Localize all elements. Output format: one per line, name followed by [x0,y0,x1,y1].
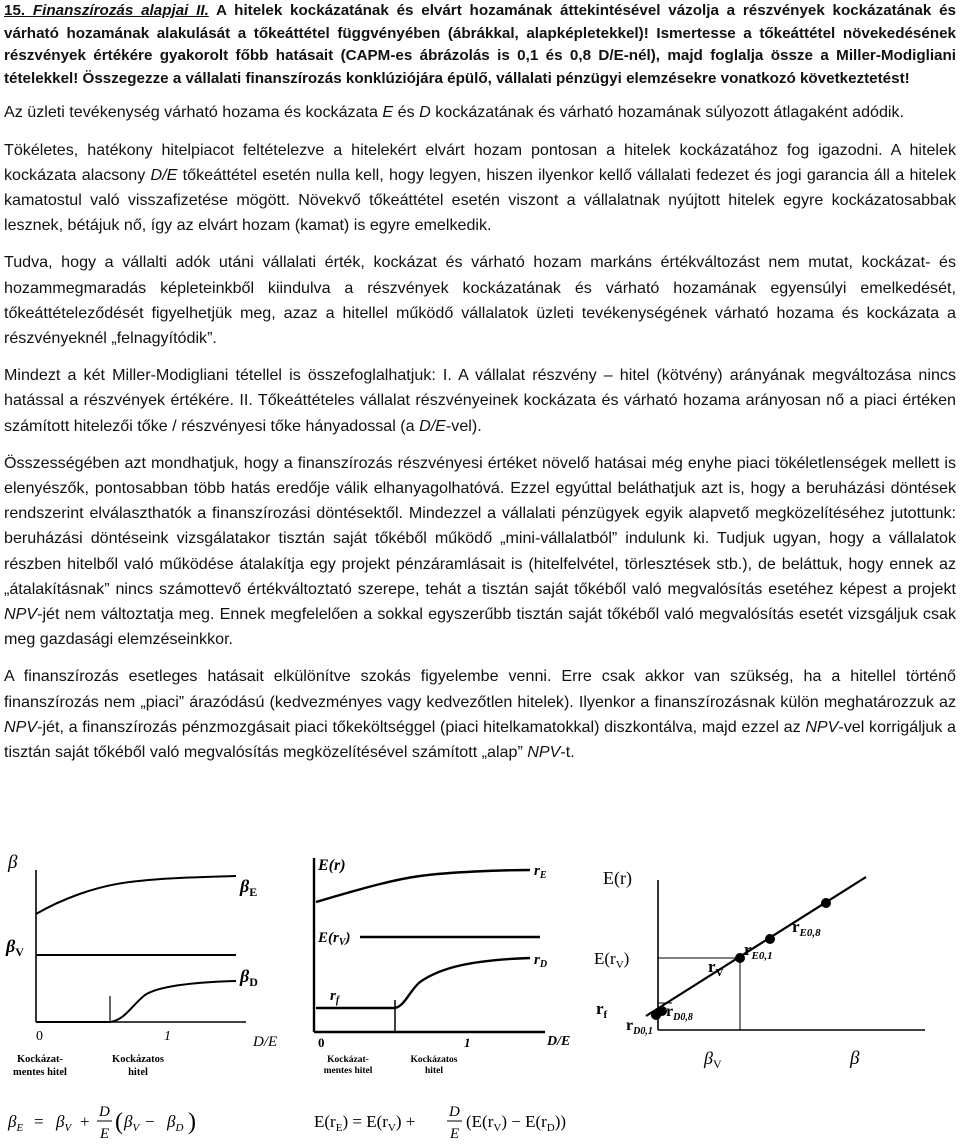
fig1-caption-riskless: Kockázat-mentes hitel [13,1054,67,1078]
svg-text:(E(rV) − E(rD)): $(E(r_V) - E(r_D))$ [466,1112,567,1134]
svg-text:E: E [100,1126,110,1139]
fig3-re01-label: $r_{E0,1}$ [744,940,773,962]
svg-text:D: D [449,1104,460,1120]
fig1-tick-0: 0 [36,1029,43,1044]
fig2-rd-curve [316,958,530,1008]
fig3-y-label: E(r) [603,868,632,888]
svg-text:E: E [450,1126,460,1139]
fig1-beta-d-curve [36,981,236,1022]
fig2-tick-0: 0 [318,1035,325,1050]
fig2-rd-label: $r_D$ [534,952,548,970]
figure-capm-sml [594,868,925,1071]
fig2-caption-risky: Kockázatos hitel [410,1055,458,1076]
paragraph-6: A finanszírozás esetleges hatásait elkülönítve szokás figyelembe venni. Erre csak akkor van szükség, ha a hitellel történő finanszírozás nem „piaci” árazódású (kedvezményes vagy kedvezőtlen hitelek). Ilyenkor a finanszírozásnak külön meghatározzuk az NPV-jét, a finanszírozás pénzmozgásait piaci tőkeköltséggel (piaci hitelkamatokkal) diszkontálva, majd ezzel az NPV-vel korrigáljuk a tisztán saját tőkéből való megvalósítás megközelítésével számított „alap” NPV-t. [4,667,956,762]
fig3-beta-v-label: $\beta_V$ [704,1048,722,1071]
fig2-re-curve [316,870,530,902]
fig2-tick-1: 1 [464,1035,471,1050]
fig3-rv-axis-label: $E(r_V)$ [594,949,630,971]
fig3-re08-label: $r_{E0,8}$ [792,917,821,939]
svg-text:βV: $\beta_V$ [56,1112,72,1134]
svg-text:E(rE) = E(rV) +: $E(r_E) = E(r_V)$ + [314,1112,416,1134]
fig2-formula [314,1104,566,1139]
document-page [4,0,956,765]
fig2-rv-label: $E(r_V)$ [318,930,351,948]
fig1-x-label: D/E [253,1034,278,1050]
svg-text:(: ( [115,1109,123,1135]
fig2-rf-label: $r_f$ [330,988,340,1006]
fig3-point-re08 [821,898,831,908]
fig1-tick-1: 1 [164,1029,171,1044]
paragraph-2: Tökéletes, hatékony hitelpiacot feltételezve a hitelekért elvárt hozam pontosan a hitelek kockázatához fog igazodni. A hitelek kockázata alacsony D/E tőkeáttétel esetén nulla kell, hogy legyen, hiszen ilyenkor kellő vállalati fedezet és jogi garancia áll a hitelek kamatostul való visszafizetése mögött. Növekvő tőkeáttétel esetén viszont a vállalatnak nyújtott hitelek egyre kockázatosabbak lesznek, bétájuk nő, így az elvárt hozam (kamat) is egyre emelkedik. [4,140,956,235]
fig3-rd08-label: $r_{D0,8}$ [666,1003,693,1023]
svg-text:+: + [80,1112,90,1131]
fig1-y-label: β [8,852,18,873]
fig3-rv-label: $r_V$ [708,957,724,979]
fig1-caption-risky: Kockázatos hitel [112,1054,164,1078]
svg-text:βV: $\beta_V$ [124,1112,140,1134]
question-number: 15. [4,2,26,19]
svg-text:=: = [34,1112,44,1131]
fig1-beta-v-label: $\beta_V$ [6,936,24,959]
fig3-x-label: β [850,1048,860,1069]
fig1-formula [7,1104,196,1139]
fig1-beta-e-curve [36,876,236,914]
paragraph-5: Összességében azt mondhatjuk, hogy a finanszírozás részvényesi értéket növelő hatásai még enyhe piaci tökéletlenségek mellett is elenyészők, pontosabban több hatás eredője válik elhanyagolhatóvá. Ezzel egyúttal beláthatjuk azt is, hogy a beruházási döntések rendszerint elválaszthatók a finanszírozási döntésektől. Mindezzel a vállalati pénzügyek egyik alapvető megközelítéséhez jutottunk: beruházási döntéseink vizsgálatakor tisztán saját tőkéből működő „mini-vállalatból” indulunk ki. Tudjuk ugyan, hogy a vállalatok részben hitelből való működése átalakítja egy projekt pénzáramlásait is (hitelfelvétel, törlesztések stb.), de beláttuk, hogy ennek az „átalakításnak” nincs számottevő értékváltoztató szerepe, tehát a tisztán saját tőkéből való megvalósítás esetéhez képest a projekt NPV-jét nem változtatja meg. Ennek megfelelően a sokkal egyszerűbb tisztán saját tőkéből való megvalósítás esetét vizsgáljuk csak meg gazdasági elemzéseinkkor. [4,453,956,649]
paragraph-1: Az üzleti tevékenység várható hozama és kockázata E és D kockázatának és várható hozamának súlyozott átlagaként adódik. [4,103,905,122]
question-heading [4,0,956,90]
figures-area [0,840,960,1139]
figure-beta-leverage [5,852,277,1139]
fig3-rd01-label: $r_{D0,1}$ [626,1017,653,1037]
figure-return-leverage [314,857,570,1139]
fig3-rf-label: $r_f$ [596,999,608,1021]
fig3-point-re01 [765,934,775,944]
question-text: A hitelek kockázatának és elvárt hozamának áttekintésével vázolja a részvények kockázatának és várható hozamának alakulását a tőkeáttétel függvényében (ábrákkal, alapképletekkel)! Ismertesse a tőkeáttétel növekedésének részvények értékére gyakorolt főbb hatásait (CAPM-es ábrázolás is 0,1 és 0,8 D/E-nél), majd foglalja össze a Miller-Modigliani tételekkel! Összegezze a vállalati finanszírozás konklúziójára épülő, vállalati pénzügyi elemzésekre vonatkozó következtetést! [4,2,956,87]
fig3-sml-line [646,877,866,1016]
fig2-re-label: $r_E$ [534,863,547,881]
svg-text:): ) [188,1109,196,1135]
fig1-beta-e-label: $\beta_E$ [240,876,258,899]
svg-text:−: − [145,1112,155,1131]
fig2-x-label: D/E [547,1034,571,1049]
fig1-beta-d-label: $\beta_D$ [240,966,258,989]
svg-text:βE: $\beta_E$ [8,1112,24,1134]
paragraph-3: Tudva, hogy a vállalti adók utáni vállalati érték, kockázat és várható hozam markáns értékváltozást nem mutat, kockázat- és hozammegmaradás képleteinkből kiindulva a részvények kockázatának és várható hozamának egyensúlyi emelkedését, tőkeáttételeződését figyelhetjük meg, azaz a hitellel működő vállalatok üzleti tevékenységének várható hozama és kockázata a részvényeknél „felnagyítódik”. [4,253,956,347]
fig2-caption-riskless: Kockázat-mentes hitel [323,1055,373,1076]
question-topic: Finanszírozás alapjai II. [32,2,209,19]
svg-text:βD: $\beta_D$ [167,1112,184,1134]
figures-svg [0,840,960,1139]
fig2-y-label: E(r) [318,857,346,874]
svg-text:D: D [99,1104,110,1120]
paragraph-4: Mindezt a két Miller-Modigliani tétellel is összefoglalhatjuk: I. A vállalat részvény – hitel (kötvény) arányának megváltozása nincs hatással a részvények értékére. II. Tőkeáttételes vállalat részvényeinek kockázata és várható hozama arányosan nő a piaci értéken számított hitelezői tőke / részvényesi tőke hányadossal (a D/E-vel). [4,366,956,435]
